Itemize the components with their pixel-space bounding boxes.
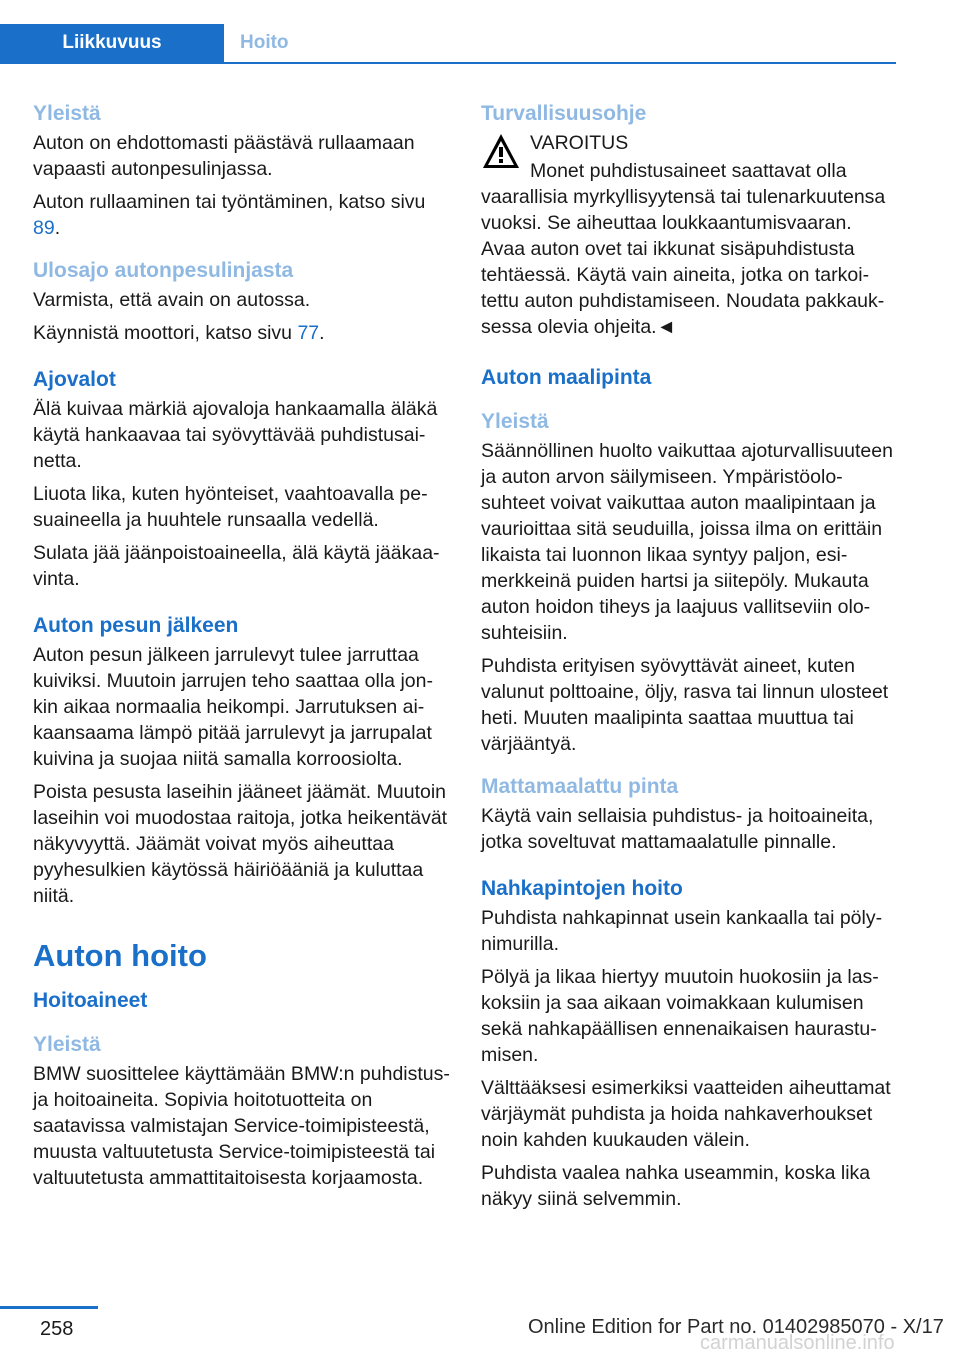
heading-yleista: Yleistä xyxy=(33,102,101,125)
paragraph: Poista pesusta laseihin jääneet jäämät. Muutoin laseihin voi muodostaa raitoja, jotka heikentävät näkyvyyttä. Jäämät voivat myös aiheuttaa pyyhesulkien käytössä häiriöääniä ja kuluttaa niitä. xyxy=(33,781,448,907)
paragraph: Auton on ehdottomasti päästävä rullaamaan vapaasti autonpesulinjassa. xyxy=(33,132,415,180)
warning-title: VAROITUS xyxy=(530,132,629,154)
text: . xyxy=(54,217,61,239)
paragraph: Älä kuivaa märkiä ajovaloja hankaamalla äläkä käytä hankaavaa tai syövyttävää puhdistusainetta. xyxy=(33,398,438,472)
paragraph: Varmista, että avain on autossa. xyxy=(33,289,311,311)
heading-auton-hoito: Auton hoito xyxy=(33,938,207,973)
paragraph: Puhdista nahkapinnat usein kankaalla tai pölynimurilla. xyxy=(481,907,883,955)
heading-yleista-3: Yleistä xyxy=(481,410,549,433)
page-link-89[interactable]: 89 xyxy=(33,217,55,239)
warning-box xyxy=(481,130,897,340)
edition-label: Online Edition for Part no. 01402985070 - X/17 xyxy=(528,1316,944,1338)
tab-liikkuvuus[interactable]: Liikkuvuus xyxy=(0,24,224,62)
text: Käynnistä moottori, katso sivu xyxy=(33,322,298,344)
heading-nahkapinnat: Nahkapintojen hoito xyxy=(481,877,683,900)
text: Auton rullaaminen tai työntäminen, katso sivu xyxy=(33,191,426,213)
paragraph xyxy=(33,320,451,346)
paragraph: Auton pesun jälkeen jarrulevyt tulee jarruttaa kuiviksi. Muutoin jarrujen teho saattaa olla jonkin aikaa normaalia heikompi. Jarrutuksen aikaansaama lämpö pitää jarrulevyt ja jarrupalat kuivina ja suojaa niitä samalla korroosiolta. xyxy=(33,644,433,770)
text: . xyxy=(319,322,325,344)
heading-pesun-jalkeen: Auton pesun jälkeen xyxy=(33,614,239,637)
watermark: carmanualsonline.info xyxy=(700,1332,895,1354)
heading-ajovalot: Ajovalot xyxy=(33,368,116,391)
page-number: 258 xyxy=(40,1318,74,1340)
page-link-77[interactable]: 77 xyxy=(297,322,320,344)
warning-text: Monet puhdistusaineet saattavat olla vaarallisia myrkyllisyytensä tai tulenarkuutensa vuoksi. Se aiheuttaa loukkaantumisvaaran. Avaa auton ovet tai ikkunat sisäpuhdistusta tehtäessä. Käytä vain aineita, jotka on tarkoitettu auton puhdistamiseen. Noudata pakkauksessa olevia ohjeita.◄ xyxy=(481,160,886,338)
paragraph: Pölyä ja likaa hiertyy muutoin huokosiin ja laskoksiin ja saa aikaan voimakkaan kulumisen sekä nahkapäällisen ennenaikaisen haurastumisen. xyxy=(481,966,879,1066)
paragraph: BMW suosittelee käyttämään BMW:n puhdistus- ja hoitoaineita. Sopivia hoitotuotteita on saatavissa valmistajan Service-toimipisteestä, muusta valtuutetusta Service-toimipisteestä tai valtuutetusta ammattitaitoisesta korjaamosta. xyxy=(33,1063,450,1189)
warning-triangle-icon xyxy=(481,132,521,170)
left-column xyxy=(33,100,451,1198)
paragraph: Säännöllinen huolto vaikuttaa ajoturvallisuuteen ja auton arvon säilymiseen. Ympäristöolosuhteet voivat vaikuttaa auton maalipintaan ja vaurioittaa sitä seuduilla, joissa ilma on erittäin likaista tai luonnon likaa syntyy paljon, esimerkkeinä puiden hartsi ja siitepöly. Mukauta auton hoidon tiheys ja laajuus vallitseviin olosuhteisiin. xyxy=(481,440,893,644)
heading-turvallisuusohje: Turvallisuusohje xyxy=(481,102,647,125)
paragraph: Välttääksesi esimerkiksi vaatteiden aiheuttamat värjäymät puhdista ja hoida nahkaverhoukset noin kahden kuukauden välein. xyxy=(481,1077,891,1151)
paragraph: Puhdista vaalea nahka useammin, koska lika näkyy siinä selvemmin. xyxy=(481,1162,871,1210)
heading-hoitoaineet: Hoitoaineet xyxy=(33,989,148,1012)
footer-rule xyxy=(0,1306,98,1309)
heading-yleista-2: Yleistä xyxy=(33,1033,101,1056)
paragraph: Liuota lika, kuten hyönteiset, vaahtoavalla pesuaineella ja huuhtele runsaalla vedellä. xyxy=(33,483,428,531)
paragraph xyxy=(33,189,451,241)
heading-maalipinta: Auton maalipinta xyxy=(481,366,652,389)
paragraph: Puhdista erityisen syövyttävät aineet, kuten valunut polttoaine, öljy, rasva tai linnun ulosteet heti. Muuten maalipinta saattaa muuttua tai värjääntyä. xyxy=(481,655,889,755)
header-tab-bar xyxy=(0,24,896,64)
paragraph: Käytä vain sellaisia puhdistus- ja hoitoaineita, jotka soveltuvat mattamaalatulle pinnalle. xyxy=(481,805,874,853)
heading-mattamaalattu: Mattamaalattu pinta xyxy=(481,775,679,798)
tab-hoito[interactable]: Hoito xyxy=(240,32,289,53)
right-column xyxy=(481,100,897,1219)
paragraph: Sulata jää jäänpoistoaineella, älä käytä jääkaavinta. xyxy=(33,542,440,590)
heading-ulosajo: Ulosajo autonpesulinjasta xyxy=(33,259,294,282)
